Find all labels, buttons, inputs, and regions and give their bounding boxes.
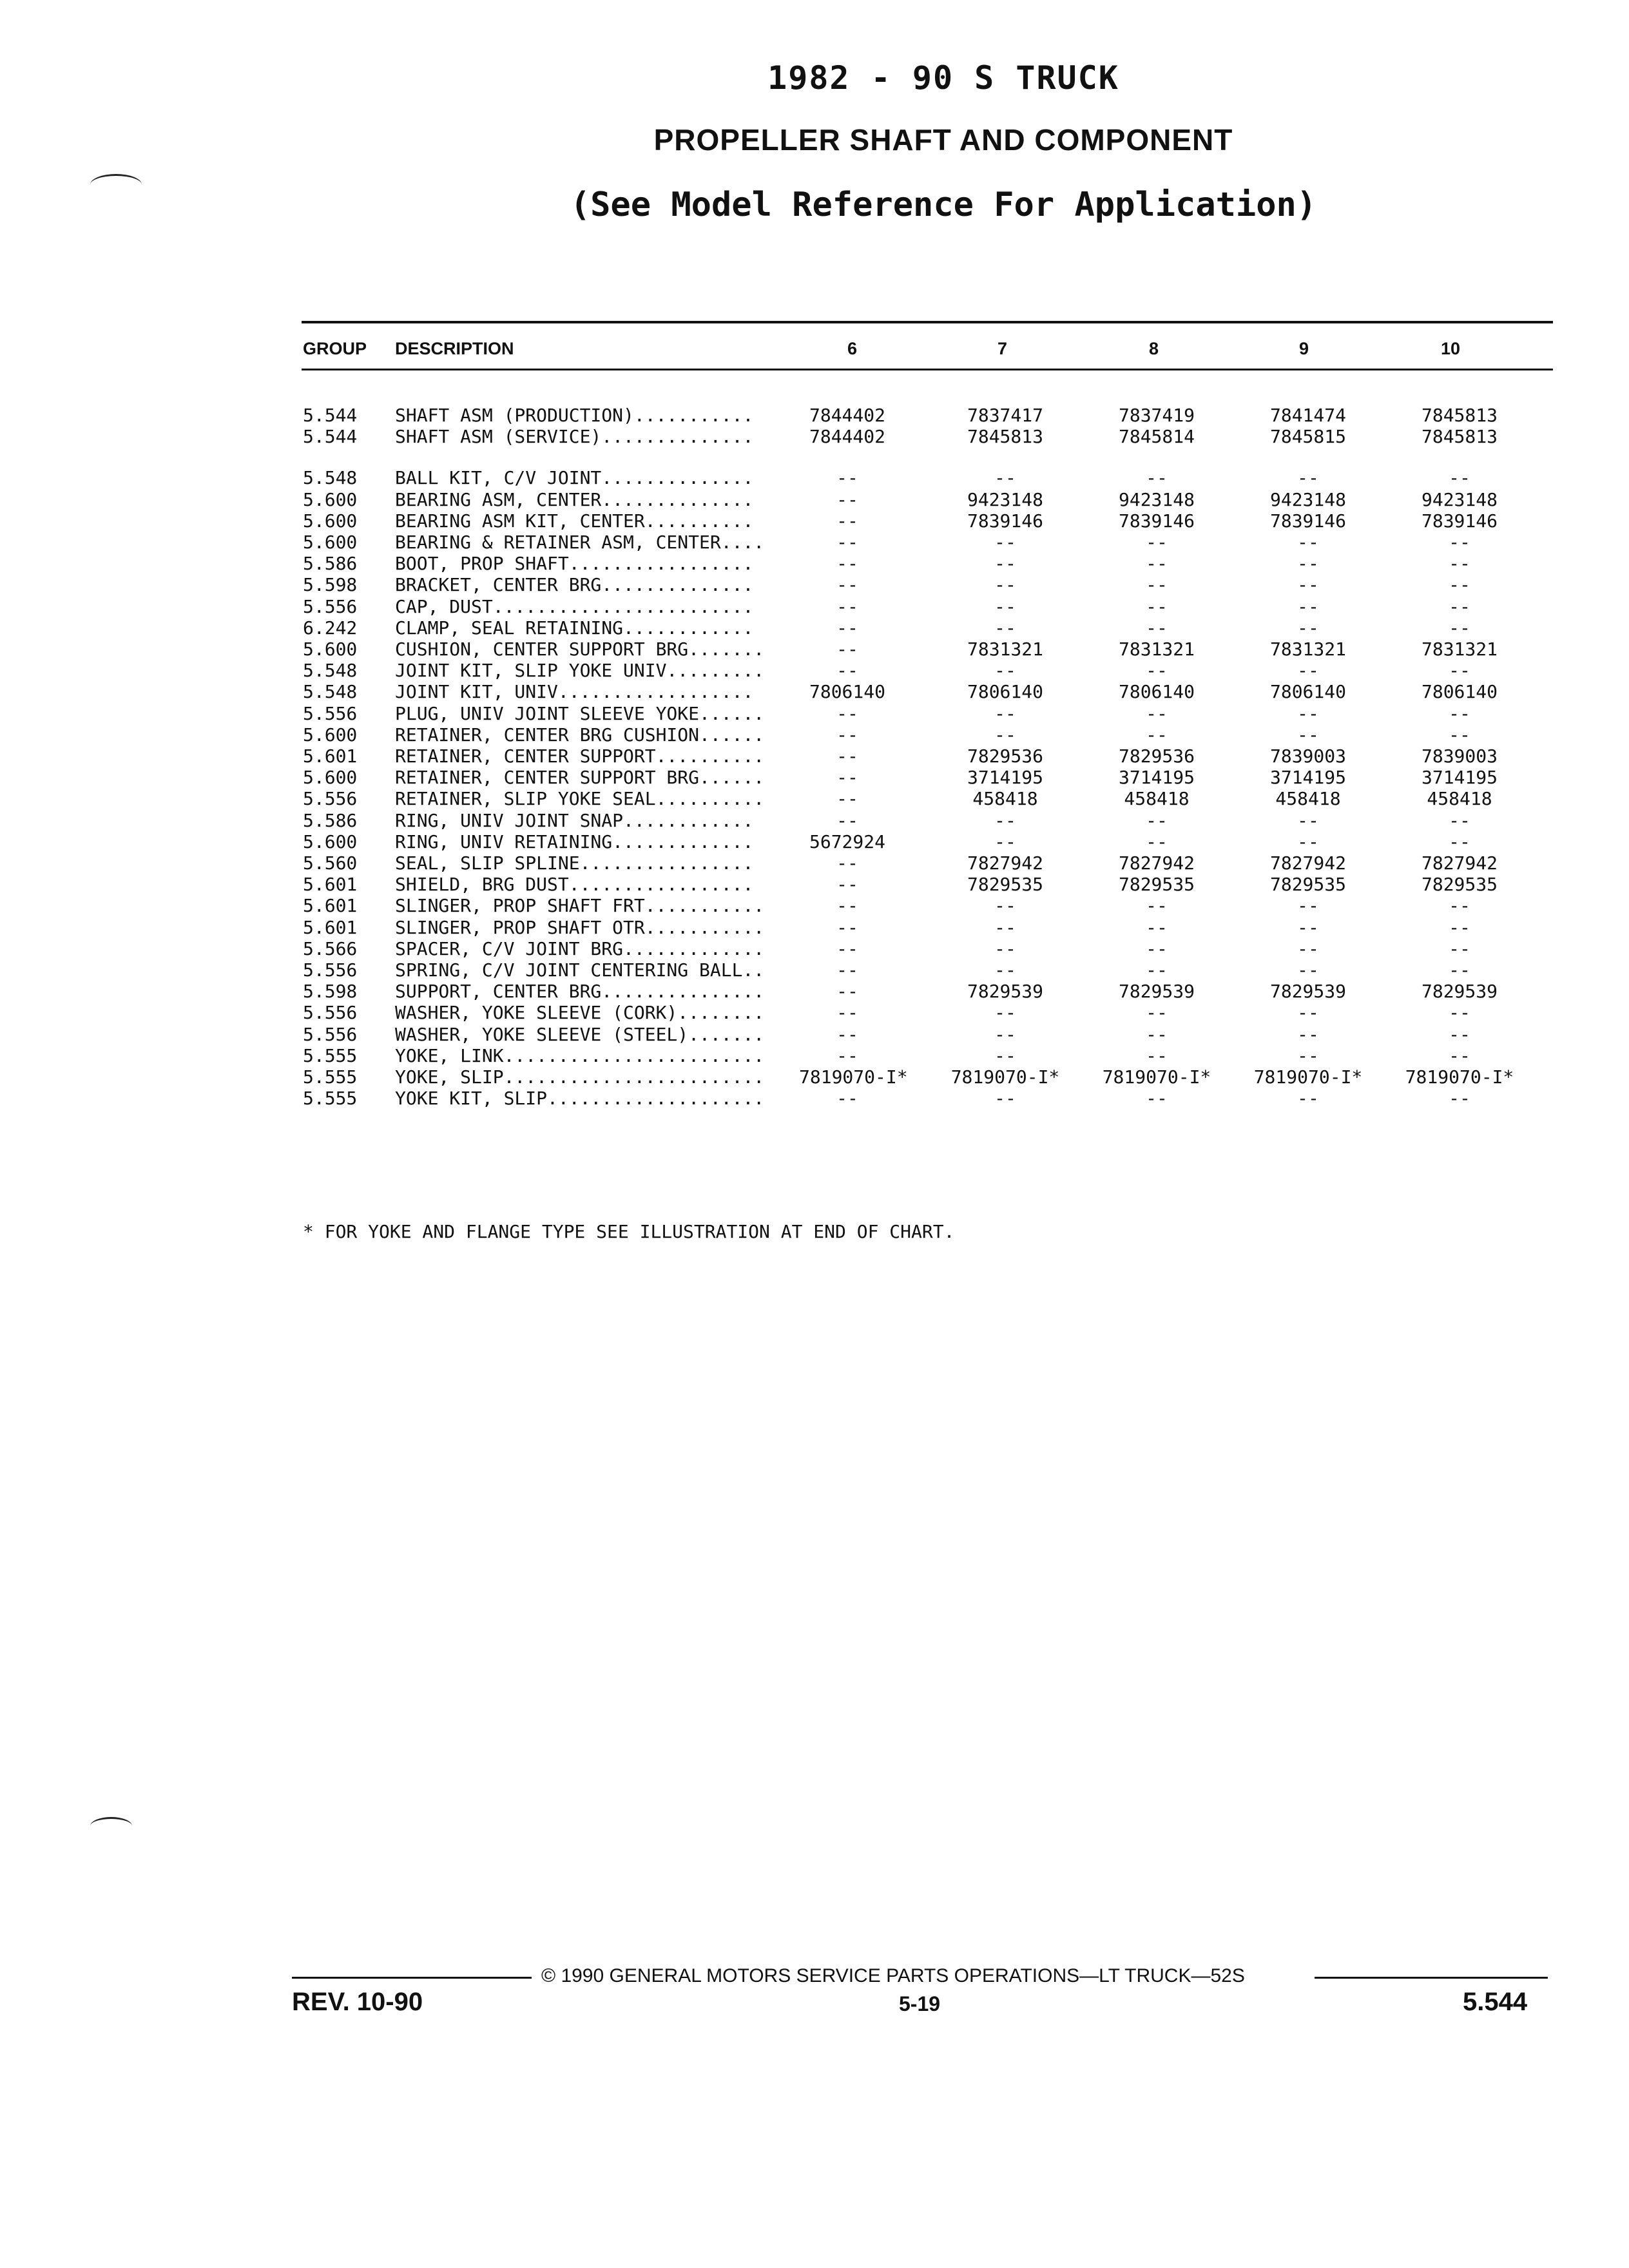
description-cell: SPRING, C/V JOINT CENTERING BALL.. <box>395 959 765 981</box>
part-10-cell: 7829535 <box>1421 874 1498 896</box>
group-cell: 5.556 <box>303 1023 358 1045</box>
table-row <box>0 574 1629 595</box>
part-7-cell: 3714195 <box>967 767 1043 789</box>
part-6-cell: -- <box>836 937 858 959</box>
part-9-cell: 7841474 <box>1269 405 1346 426</box>
part-7-cell: -- <box>994 959 1016 981</box>
part-8-cell: -- <box>1146 617 1168 639</box>
table-row <box>0 724 1629 745</box>
group-cell: 5.601 <box>303 745 358 767</box>
part-7-cell: 7845813 <box>967 426 1043 448</box>
col-header-7: 7 <box>998 339 1008 358</box>
table-row <box>0 596 1629 617</box>
description-cell: BEARING ASM KIT, CENTER.......... <box>395 510 754 532</box>
part-10-cell: 7806140 <box>1421 681 1498 703</box>
part-10-cell: -- <box>1449 1002 1470 1024</box>
col-header-9: 9 <box>1299 339 1309 358</box>
part-8-cell: -- <box>1146 574 1168 596</box>
part-6-cell: -- <box>836 895 858 917</box>
part-8-cell: -- <box>1146 702 1168 724</box>
part-9-cell: -- <box>1297 1023 1319 1045</box>
description-cell: SUPPORT, CENTER BRG............... <box>395 981 765 1003</box>
group-cell: 5.600 <box>303 724 358 745</box>
part-6-cell: 7806140 <box>809 681 885 703</box>
description-cell: PLUG, UNIV JOINT SLEEVE YOKE...... <box>395 702 765 724</box>
part-6-cell: -- <box>836 510 858 532</box>
description-cell: JOINT KIT, SLIP YOKE UNIV......... <box>395 660 765 682</box>
footer-copyright: © 1990 GENERAL MOTORS SERVICE PARTS OPERATIONS—LT TRUCK—52S <box>541 1965 1245 1986</box>
part-7-cell: 7829539 <box>967 981 1043 1003</box>
part-6-cell: -- <box>836 852 858 874</box>
part-10-cell: -- <box>1449 532 1470 553</box>
part-10-cell: -- <box>1449 809 1470 831</box>
part-6-cell: -- <box>836 959 858 981</box>
part-6-cell: -- <box>836 724 858 745</box>
part-9-cell: 3714195 <box>1269 767 1346 789</box>
group-cell: 5.556 <box>303 1002 358 1024</box>
table-row <box>0 1002 1629 1023</box>
part-8-cell: -- <box>1146 660 1168 682</box>
table-row <box>0 703 1629 724</box>
col-header-10: 10 <box>1441 339 1461 358</box>
footnote: * FOR YOKE AND FLANGE TYPE SEE ILLUSTRATION AT END OF CHART. <box>303 1221 955 1242</box>
part-9-cell: -- <box>1297 831 1319 852</box>
part-7-cell: -- <box>994 553 1016 575</box>
description-cell: BEARING & RETAINER ASM, CENTER.... <box>395 532 765 553</box>
part-9-cell: -- <box>1297 1088 1319 1110</box>
part-7-cell: 7829536 <box>967 745 1043 767</box>
part-6-cell: -- <box>836 916 858 938</box>
part-7-cell: -- <box>994 1088 1016 1110</box>
description-cell: SEAL, SLIP SPLINE................ <box>395 852 754 874</box>
part-10-cell: -- <box>1449 1088 1470 1110</box>
part-10-cell: 7819070-I* <box>1405 1066 1514 1088</box>
group-cell: 5.548 <box>303 660 358 682</box>
part-10-cell: -- <box>1449 937 1470 959</box>
part-8-cell: -- <box>1146 595 1168 617</box>
group-cell: 5.556 <box>303 595 358 617</box>
part-7-cell: 7837417 <box>967 405 1043 426</box>
part-8-cell: 7839146 <box>1118 510 1195 532</box>
part-6-cell: -- <box>836 1002 858 1024</box>
part-9-cell: -- <box>1297 959 1319 981</box>
part-6-cell: 7819070-I* <box>799 1066 908 1088</box>
page-title: 1982 - 90 S TRUCK <box>767 59 1119 97</box>
page-subtitle: PROPELLER SHAFT AND COMPONENT <box>653 123 1233 157</box>
part-6-cell: -- <box>836 467 858 489</box>
footer-revision: REV. 10-90 <box>292 1988 423 2016</box>
part-7-cell: -- <box>994 595 1016 617</box>
group-cell: 5.600 <box>303 767 358 789</box>
part-10-cell: -- <box>1449 553 1470 575</box>
footer-section-number: 5.544 <box>1463 1988 1528 2016</box>
part-6-cell: -- <box>836 574 858 596</box>
part-8-cell: -- <box>1146 1023 1168 1045</box>
group-cell: 5.555 <box>303 1066 358 1088</box>
part-6-cell: 7844402 <box>809 426 885 448</box>
part-9-cell: 7827942 <box>1269 852 1346 874</box>
table-row <box>0 660 1629 681</box>
binder-mark <box>90 174 142 195</box>
part-8-cell: 7827942 <box>1118 852 1195 874</box>
part-10-cell: -- <box>1449 660 1470 682</box>
part-10-cell: -- <box>1449 916 1470 938</box>
table-row <box>0 767 1629 788</box>
description-cell: RETAINER, SLIP YOKE SEAL.......... <box>395 788 765 810</box>
group-cell: 5.600 <box>303 510 358 532</box>
part-8-cell: 7806140 <box>1118 681 1195 703</box>
table-top-rule <box>302 321 1553 323</box>
part-7-cell: -- <box>994 1002 1016 1024</box>
description-cell: JOINT KIT, UNIV.................. <box>395 681 754 703</box>
part-9-cell: 458418 <box>1275 788 1341 810</box>
part-9-cell: -- <box>1297 660 1319 682</box>
part-8-cell: 9423148 <box>1118 488 1195 510</box>
table-row <box>0 405 1629 426</box>
part-10-cell: -- <box>1449 1044 1470 1066</box>
part-7-cell: -- <box>994 660 1016 682</box>
part-9-cell: -- <box>1297 724 1319 745</box>
part-7-cell: 7806140 <box>967 681 1043 703</box>
part-7-cell: -- <box>994 532 1016 553</box>
description-cell: WASHER, YOKE SLEEVE (STEEL)....... <box>395 1023 765 1045</box>
part-9-cell: -- <box>1297 595 1319 617</box>
part-6-cell: -- <box>836 617 858 639</box>
part-10-cell: -- <box>1449 831 1470 852</box>
part-9-cell: -- <box>1297 1002 1319 1024</box>
part-6-cell: -- <box>836 1044 858 1066</box>
part-7-cell: -- <box>994 617 1016 639</box>
description-cell: RETAINER, CENTER BRG CUSHION...... <box>395 724 765 745</box>
description-cell: YOKE, LINK........................ <box>395 1044 765 1066</box>
table-row <box>0 917 1629 938</box>
table-row <box>0 1045 1629 1066</box>
part-8-cell: -- <box>1146 831 1168 852</box>
description-cell: YOKE, SLIP........................ <box>395 1066 765 1088</box>
group-cell: 5.600 <box>303 532 358 553</box>
col-header-8: 8 <box>1149 339 1159 358</box>
part-10-cell: 7829539 <box>1421 981 1498 1003</box>
group-cell: 6.242 <box>303 617 358 639</box>
part-9-cell: 7831321 <box>1269 639 1346 660</box>
part-10-cell: 458418 <box>1427 788 1492 810</box>
part-7-cell: -- <box>994 1023 1016 1045</box>
description-cell: YOKE KIT, SLIP.................... <box>395 1088 765 1110</box>
table-row <box>0 467 1629 488</box>
part-9-cell: -- <box>1297 467 1319 489</box>
part-6-cell: -- <box>836 488 858 510</box>
part-8-cell: -- <box>1146 1088 1168 1110</box>
col-header-6: 6 <box>847 339 858 358</box>
col-header-description: DESCRIPTION <box>395 339 514 358</box>
part-7-cell: -- <box>994 574 1016 596</box>
group-cell: 5.586 <box>303 809 358 831</box>
part-6-cell: 7844402 <box>809 405 885 426</box>
part-6-cell: -- <box>836 767 858 789</box>
part-8-cell: 7829539 <box>1118 981 1195 1003</box>
part-9-cell: 7839146 <box>1269 510 1346 532</box>
part-10-cell: 3714195 <box>1421 767 1498 789</box>
part-10-cell: -- <box>1449 1023 1470 1045</box>
part-10-cell: -- <box>1449 617 1470 639</box>
part-7-cell: -- <box>994 916 1016 938</box>
group-cell: 5.600 <box>303 639 358 660</box>
part-7-cell: 7831321 <box>967 639 1043 660</box>
group-cell: 5.560 <box>303 852 358 874</box>
part-10-cell: 7845813 <box>1421 405 1498 426</box>
part-8-cell: -- <box>1146 1044 1168 1066</box>
part-10-cell: -- <box>1449 702 1470 724</box>
part-8-cell: -- <box>1146 937 1168 959</box>
part-8-cell: -- <box>1146 916 1168 938</box>
part-9-cell: -- <box>1297 574 1319 596</box>
part-8-cell: 7845814 <box>1118 426 1195 448</box>
part-6-cell: -- <box>836 809 858 831</box>
part-7-cell: 458418 <box>972 788 1038 810</box>
part-7-cell: 9423148 <box>967 488 1043 510</box>
group-cell: 5.586 <box>303 553 358 575</box>
part-10-cell: -- <box>1449 595 1470 617</box>
part-6-cell: -- <box>836 639 858 660</box>
part-8-cell: 7831321 <box>1118 639 1195 660</box>
part-6-cell: -- <box>836 788 858 810</box>
page-note: (See Model Reference For Application) <box>570 186 1317 224</box>
table-row <box>0 745 1629 767</box>
part-8-cell: -- <box>1146 959 1168 981</box>
part-8-cell: 7829536 <box>1118 745 1195 767</box>
description-cell: SLINGER, PROP SHAFT OTR........... <box>395 916 765 938</box>
group-cell: 5.556 <box>303 788 358 810</box>
footer-rule-right <box>1315 1977 1548 1979</box>
part-9-cell: -- <box>1297 1044 1319 1066</box>
table-row <box>0 938 1629 959</box>
table-header-rule <box>302 369 1553 370</box>
part-9-cell: -- <box>1297 937 1319 959</box>
group-cell: 5.598 <box>303 574 358 596</box>
part-9-cell: 7829539 <box>1269 981 1346 1003</box>
table-row <box>0 426 1629 447</box>
part-8-cell: -- <box>1146 724 1168 745</box>
part-8-cell: -- <box>1146 1002 1168 1024</box>
description-cell: CAP, DUST........................ <box>395 595 754 617</box>
part-7-cell: 7829535 <box>967 874 1043 896</box>
part-8-cell: 7819070-I* <box>1102 1066 1211 1088</box>
part-9-cell: 7819070-I* <box>1253 1066 1363 1088</box>
table-row <box>0 1088 1629 1109</box>
part-10-cell: 7831321 <box>1421 639 1498 660</box>
part-9-cell: 7839003 <box>1269 745 1346 767</box>
part-10-cell: 9423148 <box>1421 488 1498 510</box>
table-row <box>0 831 1629 852</box>
part-9-cell: 7829535 <box>1269 874 1346 896</box>
part-6-cell: -- <box>836 981 858 1003</box>
part-10-cell: -- <box>1449 895 1470 917</box>
table-row <box>0 639 1629 660</box>
part-10-cell: 7845813 <box>1421 426 1498 448</box>
part-6-cell: -- <box>836 1023 858 1045</box>
group-cell: 5.544 <box>303 405 358 426</box>
part-7-cell: 7827942 <box>967 852 1043 874</box>
description-cell: BOOT, PROP SHAFT................. <box>395 553 754 575</box>
group-cell: 5.600 <box>303 488 358 510</box>
part-6-cell: -- <box>836 745 858 767</box>
description-cell: RING, UNIV RETAINING............. <box>395 831 754 852</box>
part-8-cell: 7829535 <box>1118 874 1195 896</box>
group-cell: 5.566 <box>303 937 358 959</box>
part-9-cell: 7806140 <box>1269 681 1346 703</box>
part-7-cell: -- <box>994 937 1016 959</box>
part-10-cell: 7839146 <box>1421 510 1498 532</box>
table-row <box>0 788 1629 809</box>
group-cell: 5.600 <box>303 831 358 852</box>
table-row <box>0 981 1629 1002</box>
part-6-cell: -- <box>836 874 858 896</box>
part-8-cell: 3714195 <box>1118 767 1195 789</box>
part-7-cell: 7819070-I* <box>950 1066 1060 1088</box>
part-7-cell: -- <box>994 1044 1016 1066</box>
part-8-cell: -- <box>1146 895 1168 917</box>
table-row <box>0 553 1629 574</box>
table-row <box>0 510 1629 532</box>
table-row <box>0 681 1629 702</box>
part-9-cell: 9423148 <box>1269 488 1346 510</box>
part-8-cell: -- <box>1146 532 1168 553</box>
table-row <box>0 895 1629 916</box>
part-9-cell: -- <box>1297 809 1319 831</box>
part-6-cell: 5672924 <box>809 831 885 852</box>
group-cell: 5.548 <box>303 467 358 489</box>
footer-page-number: 5-19 <box>899 1992 941 2015</box>
part-10-cell: -- <box>1449 724 1470 745</box>
description-cell: SHIELD, BRG DUST................. <box>395 874 754 896</box>
part-9-cell: -- <box>1297 617 1319 639</box>
table-row <box>0 874 1629 895</box>
description-cell: RETAINER, CENTER SUPPORT BRG...... <box>395 767 765 789</box>
table-row <box>0 959 1629 981</box>
description-cell: CUSHION, CENTER SUPPORT BRG....... <box>395 639 765 660</box>
col-header-group: GROUP <box>303 339 367 358</box>
description-cell: BEARING ASM, CENTER.............. <box>395 488 754 510</box>
part-8-cell: -- <box>1146 553 1168 575</box>
group-cell: 5.556 <box>303 959 358 981</box>
part-6-cell: -- <box>836 595 858 617</box>
group-cell: 5.544 <box>303 426 358 448</box>
part-8-cell: -- <box>1146 809 1168 831</box>
group-cell: 5.555 <box>303 1088 358 1110</box>
table-row <box>0 532 1629 553</box>
description-cell: SHAFT ASM (PRODUCTION)........... <box>395 405 754 426</box>
table-row <box>0 617 1629 639</box>
group-cell: 5.601 <box>303 895 358 917</box>
part-7-cell: -- <box>994 895 1016 917</box>
footer-rule-left <box>292 1977 532 1979</box>
group-cell: 5.601 <box>303 916 358 938</box>
part-9-cell: -- <box>1297 553 1319 575</box>
description-cell: SHAFT ASM (SERVICE).............. <box>395 426 754 448</box>
binder-mark <box>90 1817 132 1835</box>
table-row <box>0 1066 1629 1088</box>
part-7-cell: -- <box>994 809 1016 831</box>
description-cell: SPACER, C/V JOINT BRG............. <box>395 937 765 959</box>
part-7-cell: -- <box>994 724 1016 745</box>
part-7-cell: -- <box>994 831 1016 852</box>
description-cell: RING, UNIV JOINT SNAP............ <box>395 809 754 831</box>
group-cell: 5.555 <box>303 1044 358 1066</box>
part-9-cell: 7845815 <box>1269 426 1346 448</box>
part-7-cell: 7839146 <box>967 510 1043 532</box>
description-cell: WASHER, YOKE SLEEVE (CORK)........ <box>395 1002 765 1024</box>
part-8-cell: 458418 <box>1124 788 1190 810</box>
group-cell: 5.548 <box>303 681 358 703</box>
table-row <box>0 810 1629 831</box>
group-cell: 5.601 <box>303 874 358 896</box>
group-cell: 5.556 <box>303 702 358 724</box>
part-9-cell: -- <box>1297 895 1319 917</box>
part-7-cell: -- <box>994 702 1016 724</box>
table-row <box>0 489 1629 510</box>
part-6-cell: -- <box>836 553 858 575</box>
group-cell: 5.598 <box>303 981 358 1003</box>
part-10-cell: -- <box>1449 959 1470 981</box>
part-9-cell: -- <box>1297 532 1319 553</box>
description-cell: CLAMP, SEAL RETAINING............ <box>395 617 754 639</box>
part-8-cell: 7837419 <box>1118 405 1195 426</box>
part-6-cell: -- <box>836 702 858 724</box>
part-9-cell: -- <box>1297 916 1319 938</box>
part-10-cell: 7827942 <box>1421 852 1498 874</box>
description-cell: RETAINER, CENTER SUPPORT.......... <box>395 745 765 767</box>
part-10-cell: 7839003 <box>1421 745 1498 767</box>
part-9-cell: -- <box>1297 702 1319 724</box>
part-8-cell: -- <box>1146 467 1168 489</box>
part-10-cell: -- <box>1449 574 1470 596</box>
table-row <box>0 852 1629 874</box>
part-6-cell: -- <box>836 660 858 682</box>
part-7-cell: -- <box>994 467 1016 489</box>
part-6-cell: -- <box>836 1088 858 1110</box>
table-row <box>0 1024 1629 1045</box>
part-10-cell: -- <box>1449 467 1470 489</box>
description-cell: BRACKET, CENTER BRG.............. <box>395 574 754 596</box>
part-6-cell: -- <box>836 532 858 553</box>
description-cell: SLINGER, PROP SHAFT FRT........... <box>395 895 765 917</box>
description-cell: BALL KIT, C/V JOINT.............. <box>395 467 754 489</box>
